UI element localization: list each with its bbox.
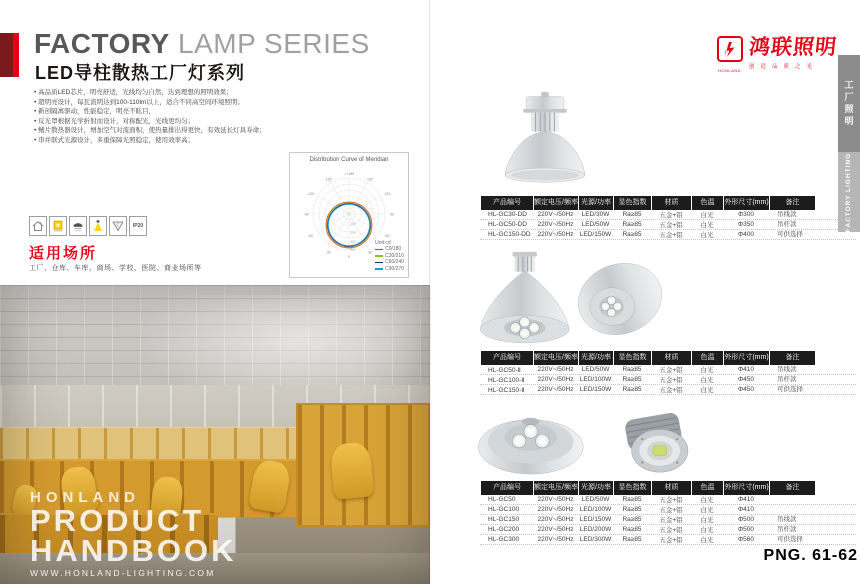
usage-icons-row xyxy=(29,216,147,236)
svg-text:450: 450 xyxy=(350,239,356,244)
cell-power: LED/50W xyxy=(581,496,610,503)
table-remarks xyxy=(777,515,847,545)
svg-text:150: 150 xyxy=(367,177,373,182)
cell-cri: Ra≥85 xyxy=(622,366,642,373)
svg-text:-120: -120 xyxy=(306,192,315,196)
cell-cri: Ra≥85 xyxy=(622,496,642,503)
table-remarks xyxy=(777,365,847,395)
cell-cri: Ra≥85 xyxy=(622,231,642,238)
cell-cri: Ra≥85 xyxy=(622,536,642,543)
lampshade-icon xyxy=(69,216,87,236)
cell-size: Φ400 xyxy=(737,231,755,238)
cell-power: LED/50W xyxy=(581,366,610,373)
product-image-2 xyxy=(465,250,675,349)
cell-size: Φ410 xyxy=(737,506,755,513)
header-cell: 光源/功率 xyxy=(578,481,613,495)
header-cell: 显色指数 xyxy=(613,481,651,495)
header-cell: 光源/功率 xyxy=(578,196,613,210)
cell-color: 白光 xyxy=(700,367,714,374)
header-cell: 额定电压/频率 xyxy=(533,481,578,495)
legend-swatch-c90 xyxy=(375,268,383,270)
header-cell: 色温 xyxy=(691,481,723,495)
cell-model: HL-GC150 xyxy=(488,516,520,523)
legend-swatch-c30 xyxy=(375,255,383,257)
cell-color: 白光 xyxy=(700,387,714,394)
brand-tagline: 创造品质之光 xyxy=(749,64,819,70)
usage-heading: 适用场所 xyxy=(29,245,98,262)
cell-cri: Ra≥85 xyxy=(622,386,642,393)
cell-voltage: 220V~/50Hz xyxy=(537,526,574,533)
cell-cri: Ra≥85 xyxy=(622,221,642,228)
legend-swatch-c60 xyxy=(375,262,383,264)
svg-text:150: 150 xyxy=(350,221,356,226)
cell-material: 五金+铝 xyxy=(659,387,683,394)
cell-material: 五金+铝 xyxy=(659,517,683,524)
photometric-panel xyxy=(289,152,409,278)
cell-power: LED/150W xyxy=(579,516,612,523)
cell-power: LED/150W xyxy=(579,231,612,238)
header-cell: 外形尺寸(mm) xyxy=(723,481,769,495)
series-title-light: LAMP SERIES xyxy=(169,28,370,59)
cell-power: LED/100W xyxy=(579,376,612,383)
remark-line: 吊线款 xyxy=(777,516,797,523)
header-cell: 备注 xyxy=(769,196,815,210)
cell-voltage: 220V~/50Hz xyxy=(537,506,574,513)
brand-text xyxy=(749,36,837,73)
page-number: PNG. 61-62 xyxy=(763,547,858,564)
cell-cri: Ra≥85 xyxy=(622,506,642,513)
cell-power: LED/30W xyxy=(581,211,610,218)
header-cell: 外形尺寸(mm) xyxy=(723,351,769,365)
legend-label: C60/240 xyxy=(385,259,404,265)
cell-material: 五金+铝 xyxy=(659,527,683,534)
header-cell: 材质 xyxy=(651,196,691,210)
product-image-1 xyxy=(475,90,615,194)
header-cell: 产品编号 xyxy=(480,351,533,365)
photo-overlay xyxy=(30,489,237,578)
remark-line: 吊杆款 xyxy=(777,221,797,228)
remark-line: 吊杆款 xyxy=(777,526,797,533)
cell-model: HL-GC50-Ⅱ xyxy=(488,366,521,374)
remark-line: 可供选择 xyxy=(777,536,803,543)
cell-material: 五金+铝 xyxy=(659,377,683,384)
cell-color: 白光 xyxy=(700,222,714,229)
cell-size: Φ410 xyxy=(737,496,755,503)
svg-text:-30: -30 xyxy=(325,250,331,255)
feature-item: • 串并联式光源设计，多重保障光照稳定，使用效率高； xyxy=(34,136,314,146)
cell-voltage: 220V~/50Hz xyxy=(537,496,574,503)
remark-line: 吊杆款 xyxy=(777,376,797,383)
header-cell: 额定电压/频率 xyxy=(533,196,578,210)
brand-logo-subtext: HONLAND xyxy=(717,68,742,73)
house-icon xyxy=(29,216,47,236)
legend-label: C30/210 xyxy=(385,252,404,259)
spec-table-2 xyxy=(480,351,856,395)
cell-voltage: 220V~/50Hz xyxy=(537,211,574,218)
brand-block xyxy=(716,36,837,73)
cell-model: HL-GC50 xyxy=(488,496,516,503)
cell-size: Φ450 xyxy=(737,386,755,393)
cell-material: 五金+铝 xyxy=(659,212,683,219)
f-mark-icon xyxy=(109,216,127,236)
cell-voltage: 220V~/50Hz xyxy=(537,231,574,238)
remark-line: 吊线款 xyxy=(777,211,797,218)
legend-entry xyxy=(375,266,404,273)
series-title xyxy=(34,28,370,60)
cell-voltage: 220V~/50Hz xyxy=(537,516,574,523)
header-cell: 显色指数 xyxy=(613,351,651,365)
spec-table-3-header xyxy=(480,481,815,495)
brand-name: 鸿联照明 xyxy=(747,36,839,59)
cell-color: 白光 xyxy=(700,537,714,544)
cell-power: LED/150W xyxy=(579,386,612,393)
svg-text:-/+180: -/+180 xyxy=(343,172,355,176)
light-beam-icon xyxy=(89,216,107,236)
header-cell: 显色指数 xyxy=(613,196,651,210)
cell-material: 五金+铝 xyxy=(659,537,683,544)
header-cell: 备注 xyxy=(769,351,815,365)
photometric-chart-title: Distribution Curve of Meridian xyxy=(309,157,389,163)
table-row xyxy=(480,505,856,515)
svg-text:-150: -150 xyxy=(324,177,332,182)
cell-cri: Ra≥85 xyxy=(622,516,642,523)
cell-power: LED/200W xyxy=(579,526,612,533)
cell-power: LED/100W xyxy=(579,506,612,513)
cell-color: 白光 xyxy=(700,497,714,504)
cell-color: 白光 xyxy=(700,507,714,514)
header-cell: 产品编号 xyxy=(480,481,533,495)
spec-table-3 xyxy=(480,481,856,545)
feature-list xyxy=(34,88,314,145)
brand-logo-icon xyxy=(717,36,743,62)
svg-text:F: F xyxy=(116,223,120,229)
series-title-bold: FACTORY xyxy=(34,28,170,59)
svg-text:300: 300 xyxy=(350,230,356,235)
factory-photo xyxy=(0,285,430,584)
svg-text:120: 120 xyxy=(384,192,391,196)
cell-model: HL-GC50-DD xyxy=(488,221,528,228)
cell-model: HL-GC200 xyxy=(488,526,520,533)
spec-table-2-header xyxy=(480,351,815,365)
header-cell: 外形尺寸(mm) xyxy=(723,196,769,210)
product-image-3 xyxy=(472,410,702,476)
cell-material: 五金+铝 xyxy=(659,232,683,239)
cell-voltage: 220V~/50Hz xyxy=(537,386,574,393)
legend-swatch-c0 xyxy=(375,249,383,251)
cell-color: 白光 xyxy=(700,527,714,534)
accent-stripe-dark xyxy=(0,33,13,77)
header-cell: 材质 xyxy=(651,351,691,365)
cell-color: 白光 xyxy=(700,232,714,239)
series-subtitle: LED导柱散热工厂灯系列 xyxy=(35,63,245,83)
cell-voltage: 220V~/50Hz xyxy=(537,536,574,543)
cell-size: Φ350 xyxy=(737,221,755,228)
header-cell: 色温 xyxy=(691,196,723,210)
cell-size: Φ500 xyxy=(737,526,755,533)
side-tab-cn xyxy=(838,55,860,152)
photometric-legend xyxy=(375,240,404,273)
accent-stripe-red xyxy=(13,33,19,77)
cell-power: LED/50W xyxy=(581,221,610,228)
ip-rating-label: IP20 xyxy=(132,223,144,229)
cell-size: Φ450 xyxy=(737,376,755,383)
cell-size: Φ410 xyxy=(737,366,755,373)
cell-cri: Ra≥85 xyxy=(622,211,642,218)
header-cell: 产品编号 xyxy=(480,196,533,210)
spec-table-1-header xyxy=(480,196,815,210)
cell-color: 白光 xyxy=(700,377,714,384)
overlay-word-handbook: HANDBOOK xyxy=(30,533,237,568)
brand-logo xyxy=(716,36,743,73)
feature-item: • 反光罩根据光学折射而设计，对称配光，光线更均匀； xyxy=(34,117,314,127)
feature-item: • 鳍片散热器设计，增加空气对流面积，使热量排出得更快，有效延长灯具寿命； xyxy=(34,126,314,136)
svg-text:600: 600 xyxy=(350,247,356,252)
header-cell: 光源/功率 xyxy=(578,351,613,365)
feature-item: • 高品质LED芯片，明亮舒适，光线均匀自然，达到理想的照明效果； xyxy=(34,88,314,98)
side-tab-en-label: FACTORY LIGHTING xyxy=(845,152,853,232)
cell-size: Φ560 xyxy=(737,536,755,543)
cell-voltage: 220V~/50Hz xyxy=(537,366,574,373)
svg-text:0: 0 xyxy=(348,255,350,259)
cell-material: 五金+铝 xyxy=(659,497,683,504)
cell-model: HL-GC150-Ⅱ xyxy=(488,386,525,394)
cell-voltage: 220V~/50Hz xyxy=(537,376,574,383)
header-cell: 备注 xyxy=(769,481,815,495)
cell-cri: Ra≥85 xyxy=(622,526,642,533)
cell-size: Φ500 xyxy=(737,516,755,523)
svg-text:-90: -90 xyxy=(303,212,309,217)
cell-color: 白光 xyxy=(700,212,714,219)
svg-text:-60: -60 xyxy=(307,234,314,238)
legend-label: C90/270 xyxy=(385,265,404,272)
page-gutter xyxy=(429,0,431,584)
led-chip-icon xyxy=(49,216,67,236)
svg-text:30: 30 xyxy=(368,250,372,255)
cell-model: HL-GC150-DD xyxy=(488,231,531,238)
cell-material: 五金+铝 xyxy=(659,222,683,229)
cell-model: HL-GC100 xyxy=(488,506,520,513)
side-tab-cn-label: 工厂照明 xyxy=(843,79,854,128)
table-remarks xyxy=(777,210,847,240)
header-cell: 材质 xyxy=(651,481,691,495)
legend-label: C0/180 xyxy=(385,246,402,252)
cell-material: 五金+铝 xyxy=(659,367,683,374)
feature-item: • 超明亮设计，每瓦流明达到100-110lm以上，适合不同高空间环境照明； xyxy=(34,98,314,108)
cell-cri: Ra≥85 xyxy=(622,376,642,383)
remark-line: 吊线款 xyxy=(777,366,797,373)
cell-size: Φ300 xyxy=(737,211,755,218)
overlay-brand: HONLAND xyxy=(30,489,140,506)
ip-rating-icon xyxy=(129,216,147,236)
svg-text:60: 60 xyxy=(385,234,390,238)
header-cell: 额定电压/频率 xyxy=(533,351,578,365)
overlay-word-product: PRODUCT xyxy=(30,503,205,538)
cell-material: 五金+铝 xyxy=(659,507,683,514)
cell-power: LED/300W xyxy=(579,536,612,543)
legend-unit: Unit:cd xyxy=(375,239,391,246)
table-row xyxy=(480,495,856,505)
cell-voltage: 220V~/50Hz xyxy=(537,221,574,228)
cell-color: 白光 xyxy=(700,517,714,524)
polar-radial-ticks xyxy=(351,222,356,252)
cell-model: HL-GC100-Ⅱ xyxy=(488,376,525,384)
overlay-url: WWW.HONLAND-LIGHTING.COM xyxy=(30,568,216,578)
svg-text:90: 90 xyxy=(390,212,394,217)
cell-model: HL-GC300 xyxy=(488,536,520,543)
feature-item: • 新创隔离驱动，性能稳定，明亮不眩目， xyxy=(34,107,314,117)
remark-line: 可供选择 xyxy=(777,386,803,393)
usage-places: 工厂、仓库、车库、商场、学校、医院、商业场所等 xyxy=(29,265,202,272)
remark-line: 可供选择 xyxy=(777,231,803,238)
header-cell: 色温 xyxy=(691,351,723,365)
cell-model: HL-GC30-DD xyxy=(488,211,528,218)
spec-table-1 xyxy=(480,196,856,240)
